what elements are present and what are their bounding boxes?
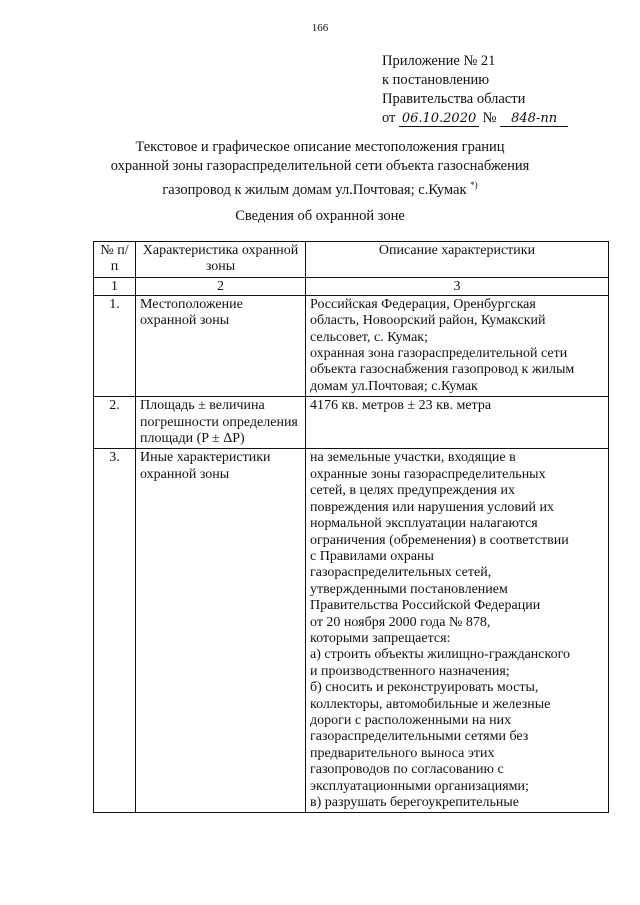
- zone-info-table: [93, 241, 609, 813]
- table-header-row: [94, 242, 609, 278]
- column-numbering-row: [94, 277, 609, 295]
- description-line: газораспределительных сетей,: [310, 565, 492, 581]
- description-line: область, Новоорский район, Кумакский: [310, 313, 546, 329]
- title-line-1: Текстовое и графическое описание местоположения границ: [135, 139, 505, 155]
- row-index: 3.: [94, 449, 136, 813]
- description-line: утвержденными постановлением: [310, 581, 508, 597]
- from-prefix: от: [382, 110, 396, 126]
- appendix-government-line: Правительства области: [382, 91, 526, 107]
- row-description: [306, 397, 609, 449]
- description-line: и производственного назначения;: [310, 663, 510, 679]
- description-line: эксплуатационными организациями;: [310, 778, 529, 794]
- description-line: в) разрушать берегоукрепительные: [310, 795, 520, 810]
- row-characteristic: Иные характеристики охранной зоны: [136, 449, 306, 813]
- page-number: 166: [311, 22, 329, 34]
- handwritten-date: 06.10.2020: [399, 112, 479, 127]
- description-line: ограничения (обременения) в соответствии: [310, 532, 569, 548]
- table-row: [94, 397, 609, 449]
- column-number-2: 2: [136, 277, 306, 295]
- appendix-resolution-line: к постановлению: [382, 72, 490, 88]
- title-line-3: [0, 176, 640, 200]
- description-line: 4176 кв. метров ± 23 кв. метра: [310, 398, 492, 414]
- footnote-mark: *): [470, 180, 478, 190]
- appendix-title: Приложение № 21: [382, 53, 496, 69]
- title-line-3-text: газопровод к жилым домам ул.Почтовая; с.Кумак: [162, 181, 467, 198]
- number-sign: №: [482, 110, 497, 126]
- row-description: [306, 295, 609, 396]
- description-line: дороги с расположенными на них: [310, 712, 512, 728]
- header-description: Описание характеристики: [306, 242, 609, 278]
- description-line: сельсовет, с. Кумак;: [310, 329, 428, 345]
- description-line: повреждения или нарушения условий их: [310, 499, 554, 515]
- section-subtitle: Сведения об охранной зоне: [235, 208, 405, 224]
- row-description: [306, 449, 609, 813]
- description-line: на земельные участки, входящие в: [310, 450, 516, 466]
- description-line: Правительства Российской Федерации: [310, 598, 541, 614]
- description-line: домам ул.Почтовая; с.Кумак: [310, 378, 478, 394]
- header-characteristic: Характеристика охранной зоны: [136, 242, 306, 278]
- description-line: б) сносить и реконструировать мосты,: [310, 680, 539, 696]
- description-line: сетей, в целях предупреждения их: [310, 483, 515, 499]
- document-title: [0, 138, 640, 200]
- row-index: 2.: [94, 397, 136, 449]
- description-line: охранные зоны газораспределительных: [310, 466, 546, 482]
- description-line: от 20 ноября 2000 года № 878,: [310, 614, 491, 630]
- appendix-header: [382, 52, 568, 128]
- description-line: нормальной эксплуатации налагаются: [310, 516, 538, 532]
- title-line-2: охранной зоны газораспределительной сети объекта газоснабжения: [110, 158, 530, 174]
- column-number-1: 1: [94, 277, 136, 295]
- table-row: [94, 295, 609, 396]
- description-line: газопроводов по согласованию с: [310, 762, 504, 778]
- description-line: объекта газоснабжения газопровод к жилым: [310, 362, 575, 378]
- description-line: коллекторы, автомобильные и железные: [310, 696, 551, 712]
- description-line: Российская Федерация, Оренбургская: [310, 296, 536, 312]
- column-number-3: 3: [306, 277, 609, 295]
- header-number: № п/п: [94, 242, 136, 278]
- description-line: охранная зона газораспределительной сети: [310, 346, 568, 362]
- description-line: предварительного выноса этих: [310, 745, 495, 761]
- row-index: 1.: [94, 295, 136, 396]
- row-characteristic: Местоположение охранной зоны: [136, 295, 306, 396]
- handwritten-number: 848-пп: [500, 112, 568, 127]
- description-line: с Правилами охраны: [310, 548, 434, 564]
- row-characteristic: Площадь ± величина погрешности определения площади (P ± ΔP): [136, 397, 306, 449]
- description-line: а) строить объекты жилищно-гражданского: [310, 647, 570, 663]
- table-row: [94, 449, 609, 813]
- description-line: газораспределительными сетями без: [310, 729, 529, 745]
- description-line: которыми запрещается:: [310, 630, 451, 646]
- appendix-date-line: [382, 109, 568, 128]
